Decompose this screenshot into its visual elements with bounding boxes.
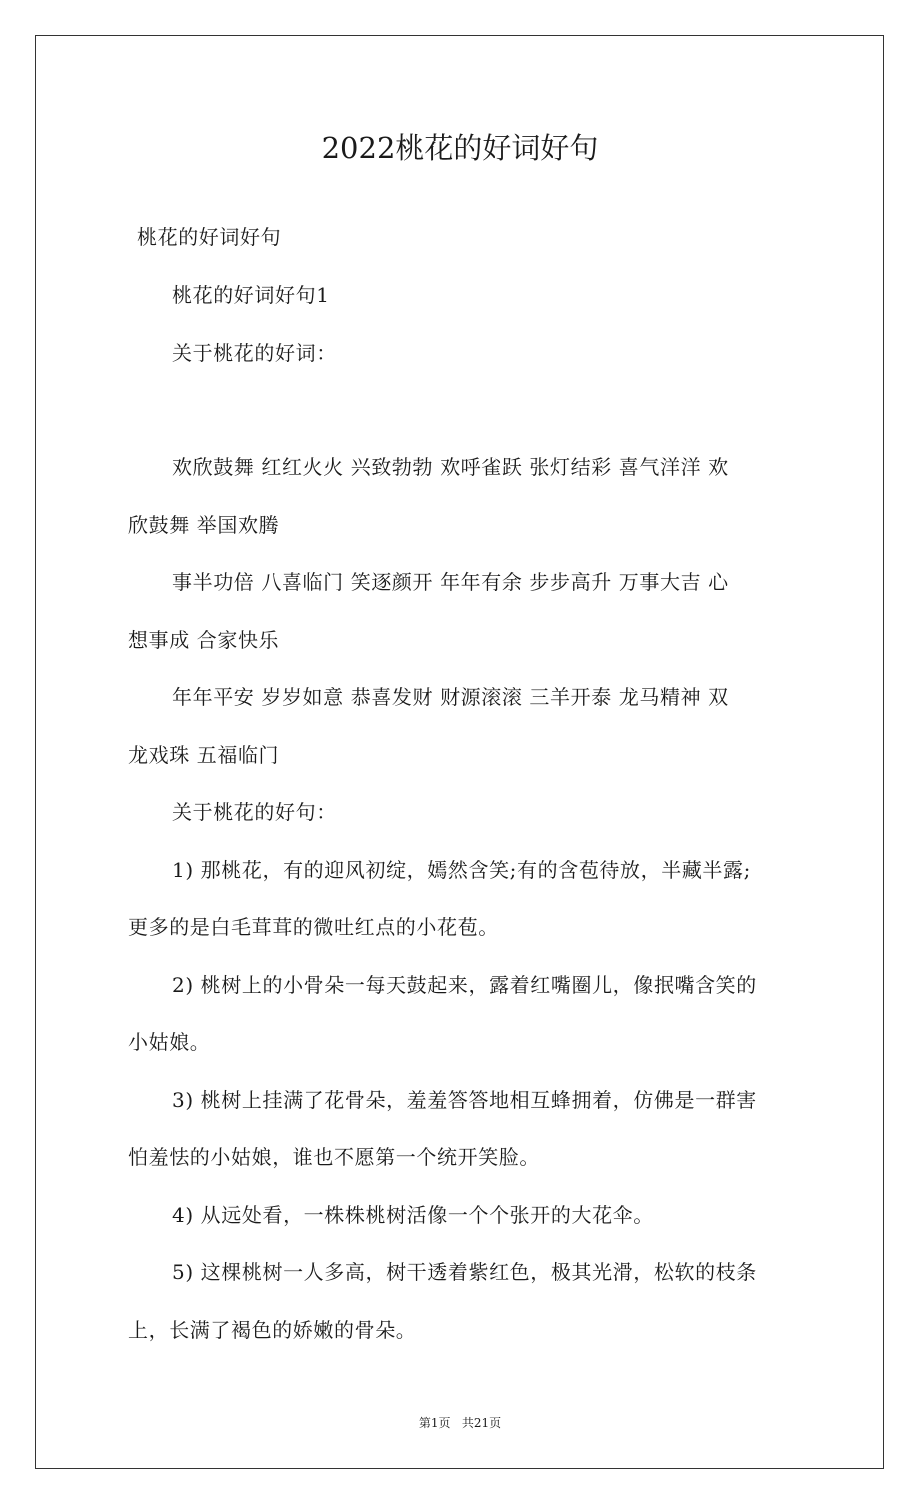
sentence-1-line-1: 1) 那桃花，有的迎风初绽，嫣然含笑;有的含苞待放，半藏半露; [172, 858, 751, 882]
document-subtitle: 桃花的好词好句 [137, 225, 282, 249]
words-paragraph-3-line-2: 龙戏珠 五福临门 [128, 743, 280, 767]
words-paragraph-1-line-1: 欢欣鼓舞 红红火火 兴致勃勃 欢呼雀跃 张灯结彩 喜气洋洋 欢 [172, 455, 729, 479]
section-heading: 桃花的好词好句1 [172, 283, 330, 307]
sentence-3-line-2: 怕羞怯的小姑娘，谁也不愿第一个统开笑脸。 [128, 1145, 540, 1169]
sentence-3-line-1: 3) 桃树上挂满了花骨朵，羞羞答答地相互蜂拥着，仿佛是一群害 [172, 1088, 757, 1112]
sentence-5-line-2: 上，长满了褐色的娇嫩的骨朵。 [128, 1318, 417, 1342]
words-heading: 关于桃花的好词： [172, 341, 337, 365]
sentence-4-line-1: 4) 从远处看，一株株桃树活像一个个张开的大花伞。 [172, 1203, 654, 1227]
sentence-5-line-1: 5) 这棵桃树一人多高，树干透着紫红色，极其光滑，松软的枝条 [172, 1260, 757, 1284]
sentence-2-line-2: 小姑娘。 [128, 1030, 211, 1054]
words-paragraph-3-line-1: 年年平安 岁岁如意 恭喜发财 财源滚滚 三羊开泰 龙马精神 双 [172, 685, 729, 709]
words-paragraph-2-line-1: 事半功倍 八喜临门 笑逐颜开 年年有余 步步高升 万事大吉 心 [172, 570, 729, 594]
document-title: 2022桃花的好词好句 [321, 131, 599, 165]
words-paragraph-2-line-2: 想事成 合家快乐 [128, 628, 280, 652]
sentence-2-line-1: 2) 桃树上的小骨朵一每天鼓起来，露着红嘴圈儿，像抿嘴含笑的 [172, 973, 757, 997]
sentence-1-line-2: 更多的是白毛茸茸的微吐红点的小花苞。 [128, 915, 499, 939]
sentences-heading: 关于桃花的好句： [172, 800, 337, 824]
words-paragraph-1-line-2: 欣鼓舞 举国欢腾 [128, 513, 280, 537]
page-indicator: 第1页 共21页 [418, 1416, 502, 1430]
